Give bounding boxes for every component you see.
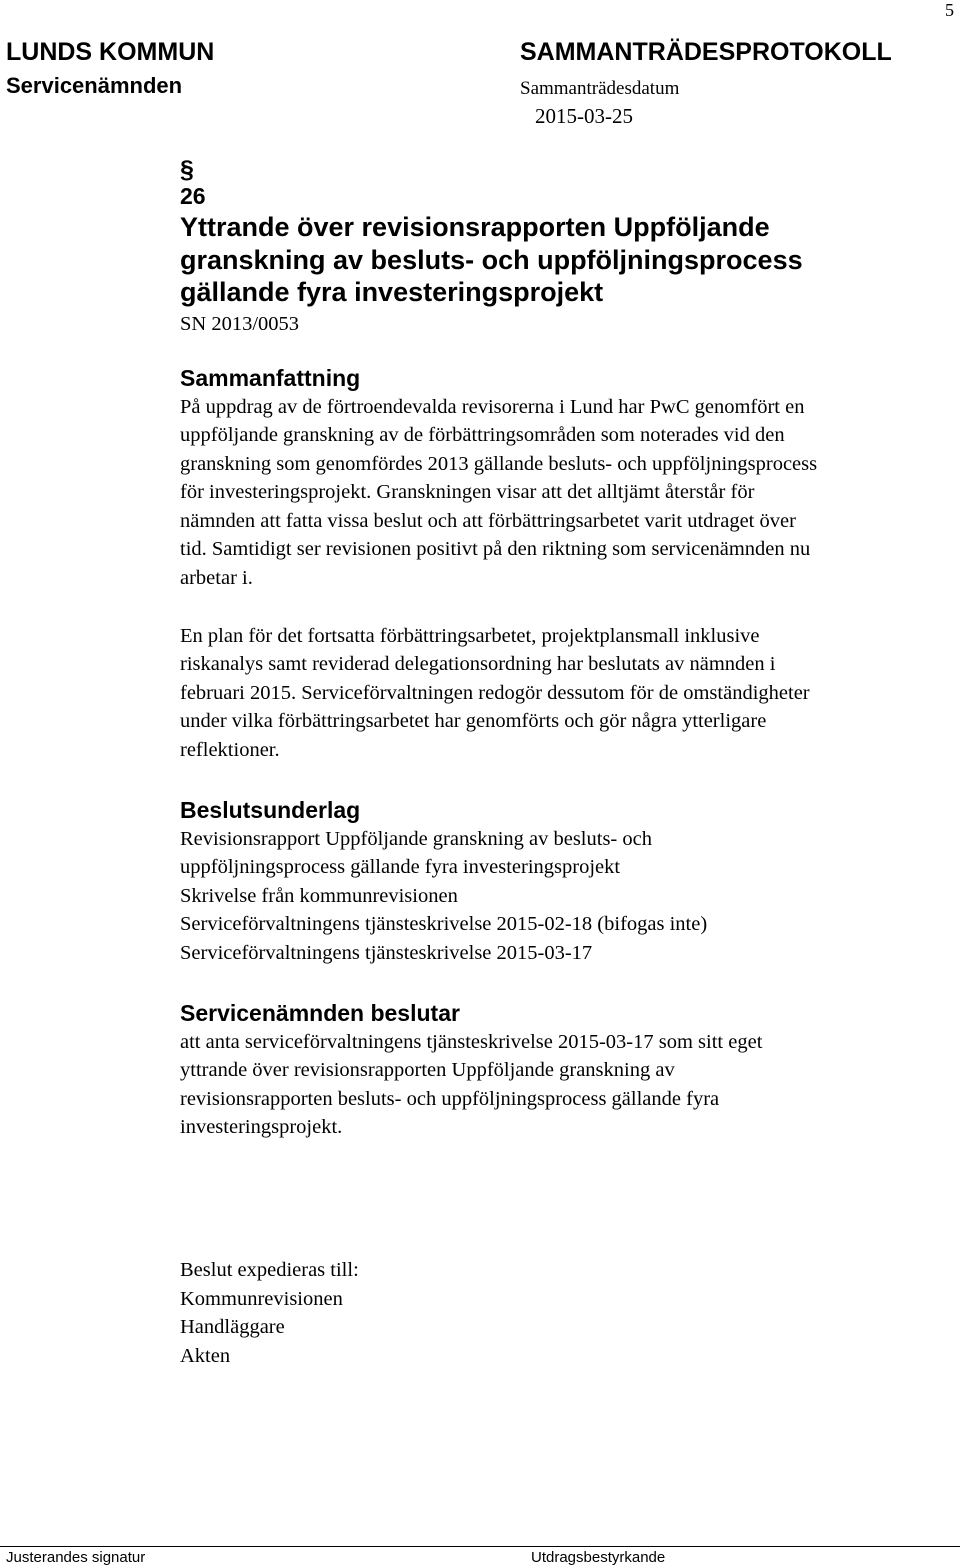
summary-line: nämnden att fatta vissa beslut och att förbättringsarbetet varit utdraget över: [180, 509, 796, 532]
basis-item: Serviceförvaltningens tjänsteskrivelse 2015-02-18 (bifogas inte): [180, 913, 708, 936]
item-title: [180, 211, 955, 309]
decision-line: revisionsrapporten besluts- och uppföljningsprocess gällande fyra: [180, 1087, 720, 1110]
item-title-line: Yttrande över revisionsrapporten Uppföljande: [180, 212, 770, 242]
document-type: SAMMANTRÄDESPROTOKOLL: [520, 38, 892, 66]
summary-paragraph-1: [180, 393, 955, 593]
summary-heading: Sammanfattning: [180, 364, 361, 391]
decision-text: [180, 1028, 955, 1142]
basis-list: [180, 825, 955, 968]
meeting-date-label: Sammanträdesdatum: [520, 78, 680, 99]
distribution-recipient: Handläggare: [180, 1316, 285, 1339]
footer-divider: [0, 1546, 960, 1547]
summary-line: tid. Samtidigt ser revisionen positivt på den riktning som servicenämnden nu: [180, 538, 811, 561]
item-title-line: granskning av besluts- och uppföljningsprocess: [180, 244, 803, 275]
basis-item: uppföljningsprocess gällande fyra investeringsprojekt: [180, 856, 621, 879]
summary-line: för investeringsprojekt. Granskningen visar att det alltjämt återstår för: [180, 481, 755, 504]
distribution-label: Beslut expedieras till:: [180, 1258, 359, 1281]
summary-line: under vilka förbättringsarbetet har genomförts och gör några ytterligare: [180, 710, 767, 733]
summary-line: uppföljande granskning av de förbättringsområden som noterades vid den: [180, 424, 785, 447]
distribution: [180, 1256, 955, 1370]
case-number: SN 2013/0053: [180, 312, 300, 335]
decision-heading: Servicenämnden beslutar: [180, 999, 460, 1026]
item-number: 26: [180, 183, 206, 209]
section-symbol: §: [180, 156, 194, 184]
summary-line: reflektioner.: [180, 739, 280, 762]
meeting-date-value: 2015-03-25: [535, 104, 633, 128]
document-body: [180, 155, 955, 1370]
organization-name: LUNDS KOMMUN: [6, 38, 215, 66]
distribution-recipient: Akten: [180, 1344, 231, 1367]
decision-line: yttrande över revisionsrapporten Uppföljande granskning av: [180, 1059, 675, 1082]
decision-line: att anta serviceförvaltningens tjänsteskrivelse 2015-03-17 som sitt eget: [180, 1030, 763, 1053]
basis-item: Skrivelse från kommunrevisionen: [180, 884, 458, 907]
footer-certification-label: Utdragsbestyrkande: [531, 1549, 666, 1566]
footer-signature-label: Justerandes signatur: [6, 1549, 146, 1566]
item-title-line: gällande fyra investeringsprojekt: [180, 277, 604, 307]
summary-line: arbetar i.: [180, 567, 253, 590]
summary-line: granskning som genomfördes 2013 gällande besluts- och uppföljningsprocess: [180, 452, 818, 475]
summary-paragraph-2: [180, 622, 955, 765]
summary-line: På uppdrag av de förtroendevalda revisorerna i Lund har PwC genomfört en: [180, 395, 805, 418]
basis-heading: Beslutsunderlag: [180, 796, 361, 823]
basis-item: Revisionsrapport Uppföljande granskning av besluts- och: [180, 827, 652, 850]
summary-line: En plan för det fortsatta förbättringsarbetet, projektplansmall inklusive: [180, 624, 760, 647]
page-number: 5: [945, 0, 954, 20]
distribution-recipient: Kommunrevisionen: [180, 1287, 343, 1310]
decision-line: investeringsprojekt.: [180, 1116, 343, 1139]
basis-item: Serviceförvaltningens tjänsteskrivelse 2015-03-17: [180, 942, 593, 964]
summary-line: riskanalys samt reviderad delegationsordning har beslutats av nämnden i: [180, 653, 776, 676]
committee-name: Servicenämnden: [6, 73, 183, 98]
summary-line: februari 2015. Serviceförvaltningen redogör dessutom för de omständigheter: [180, 681, 810, 704]
